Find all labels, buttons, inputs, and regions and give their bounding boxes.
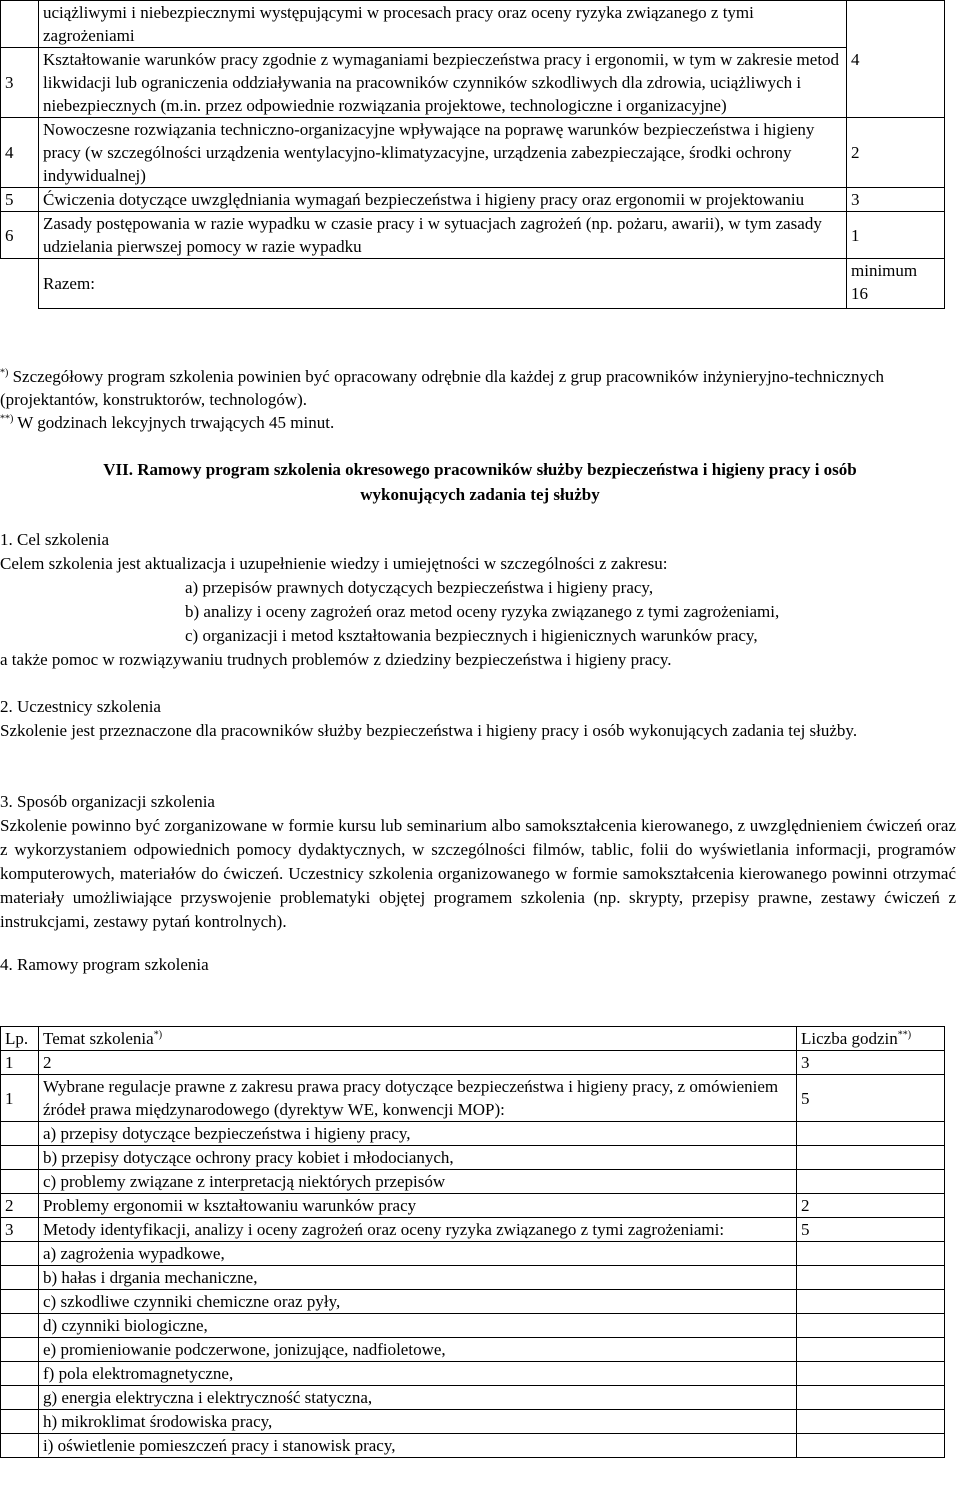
program-table	[0, 1026, 945, 1458]
table-row: 1 Wybrane regulacje prawne z zakresu prawa pracy dotyczące bezpieczeństwa i higieny pracy, z omówieniem źródeł prawa międzynarodowego (dyrektyw WE, konwencji MOP): 5	[1, 1075, 945, 1122]
table-row: f) pola elektromagnetyczne,	[1, 1362, 945, 1386]
table-row: 3 Metody identyfikacji, analizy i oceny zagrożeń oraz oceny ryzyka związanego z tymi zagrożeniami: 5	[1, 1218, 945, 1242]
table-row: c) szkodliwe czynniki chemiczne oraz pyły,	[1, 1290, 945, 1314]
table-row: 6 Zasady postępowania w razie wypadku w czasie pracy i w sytuacjach zagrożeń (np. pożaru, awarii), w tym zasady udzielania pierwszej pomocy w razie wypadku 1	[1, 212, 945, 259]
table-row: e) promieniowanie podczerwone, jonizujące, nadfioletowe,	[1, 1338, 945, 1362]
section-goal: 1. Cel szkolenia Celem szkolenia jest aktualizacja i uzupełnienie wiedzy i umiejętności w szczególności z zakresu: a) przepisów prawnych dotyczących bezpieczeństwa i higieny pracy, b) analizy i oceny zagrożeń oraz metod oceny ryzyka związanego z tymi zagrożeniami, c) organizacji i metod kształtowania bezpiecznych i higienicznych warunków pracy, a także pomoc w rozwiązywaniu trudnych problemów z dziedziny bezpieczeństwa i higieny pracy.	[0, 528, 956, 672]
section-program	[0, 953, 956, 977]
section-heading: VII. Ramowy program szkolenia okresowego pracowników służby bezpieczeństwa i higieny pracy i osób wykonujących zadania tej służby	[103, 460, 857, 504]
footnotes	[0, 365, 960, 434]
table-row: a) przepisy dotyczące bezpieczeństwa i higieny pracy,	[1, 1122, 945, 1146]
section-title: 3. Sposób organizacji szkolenia	[0, 792, 215, 811]
table-row: i) oświetlenie pomieszczeń pracy i stanowisk pracy,	[1, 1434, 945, 1458]
section-organization: 3. Sposób organizacji szkolenia Szkolenie powinno być zorganizowane w formie kursu lub seminarium albo samokształcenia kierowanego, z uwzględnieniem ćwiczeń oraz z wykorzystaniem odpowiednich pomocy dydaktycznych, w szczególności filmów, tablic, folii do wyświetlania informacji, programów komputerowych, materiałów do ćwiczeń. Uczestnicy szkolenia organizowanego w formie samokształcenia kierowanego powinni otrzymać materiały umożliwiające przyswojenie problematyki objętej programem szkolenia (np. skrypty, przepisy prawne, zestawy ćwiczeń z instrukcjami, zestawy pytań kontrolnych).	[0, 792, 956, 931]
table-row: a) zagrożenia wypadkowe,	[1, 1242, 945, 1266]
section-participants: 2. Uczestnicy szkolenia Szkolenie jest przeznaczone dla pracowników służby bezpieczeństwa i higieny pracy i osób wykonujących zadania tej służby.	[0, 695, 956, 743]
table-row: g) energia elektryczna i elektryczność statyczna,	[1, 1386, 945, 1410]
footnote-2: **) W godzinach lekcyjnych trwających 45 minut.	[0, 413, 335, 432]
section-title: 4. Ramowy program szkolenia	[0, 955, 209, 974]
section-title: 2. Uczestnicy szkolenia	[0, 697, 161, 716]
table-row: b) przepisy dotyczące ochrony pracy kobiet i młodocianych,	[1, 1146, 945, 1170]
table-row: c) problemy związane z interpretacją niektórych przepisów	[1, 1170, 945, 1194]
table-row: 4 Nowoczesne rozwiązania techniczno-organizacyjne wpływające na poprawę warunków bezpieczeństwa i higieny pracy (w szczególności urządzenia wentylacyjno-klimatyzacyjne, urządzenia zabezpieczające, środki ochrony indywidualnej) 2	[1, 118, 945, 188]
table-row: uciążliwymi i niebezpiecznymi występującymi w procesach pracy oraz oceny ryzyka związanego z tymi zagrożeniami 4	[1, 1, 945, 48]
table-row: 5 Ćwiczenia dotyczące uwzględniania wymagań bezpieczeństwa i higieny pracy oraz ergonomii w projektowaniu 3	[1, 188, 945, 212]
table-row: 1 2 3	[1, 1051, 945, 1075]
footnote-1: *) Szczegółowy program szkolenia powinien być opracowany odrębnie dla każdej z grup pracowników inżynieryjno-technicznych (projektantów, konstruktorów, technologów).	[0, 367, 885, 409]
table-row: 3 Kształtowanie warunków pracy zgodnie z wymaganiami bezpieczeństwa pracy i ergonomii, w tym w zakresie metod likwidacji lub ograniczenia oddziaływania na pracowników czynników szkodliwych dla zdrowia, uciążliwych i niebezpiecznych (m.in. przez odpowiednie rozwiązania projektowe, technologiczne i organizacyjne)	[1, 48, 945, 118]
table-header-row: Lp. Temat szkolenia*) Liczba godzin**)	[1, 1027, 945, 1051]
table-row: 2 Problemy ergonomii w kształtowaniu warunków pracy 2	[1, 1194, 945, 1218]
table-row: b) hałas i drgania mechaniczne,	[1, 1266, 945, 1290]
table-row: h) mikroklimat środowiska pracy,	[1, 1410, 945, 1434]
total-label: Razem:	[39, 259, 847, 309]
section-title: 1. Cel szkolenia	[0, 530, 110, 549]
program-table-top	[0, 0, 945, 309]
table-row: d) czynniki biologiczne,	[1, 1314, 945, 1338]
total-value: minimum 16	[847, 259, 945, 309]
table-total-row	[1, 259, 945, 309]
